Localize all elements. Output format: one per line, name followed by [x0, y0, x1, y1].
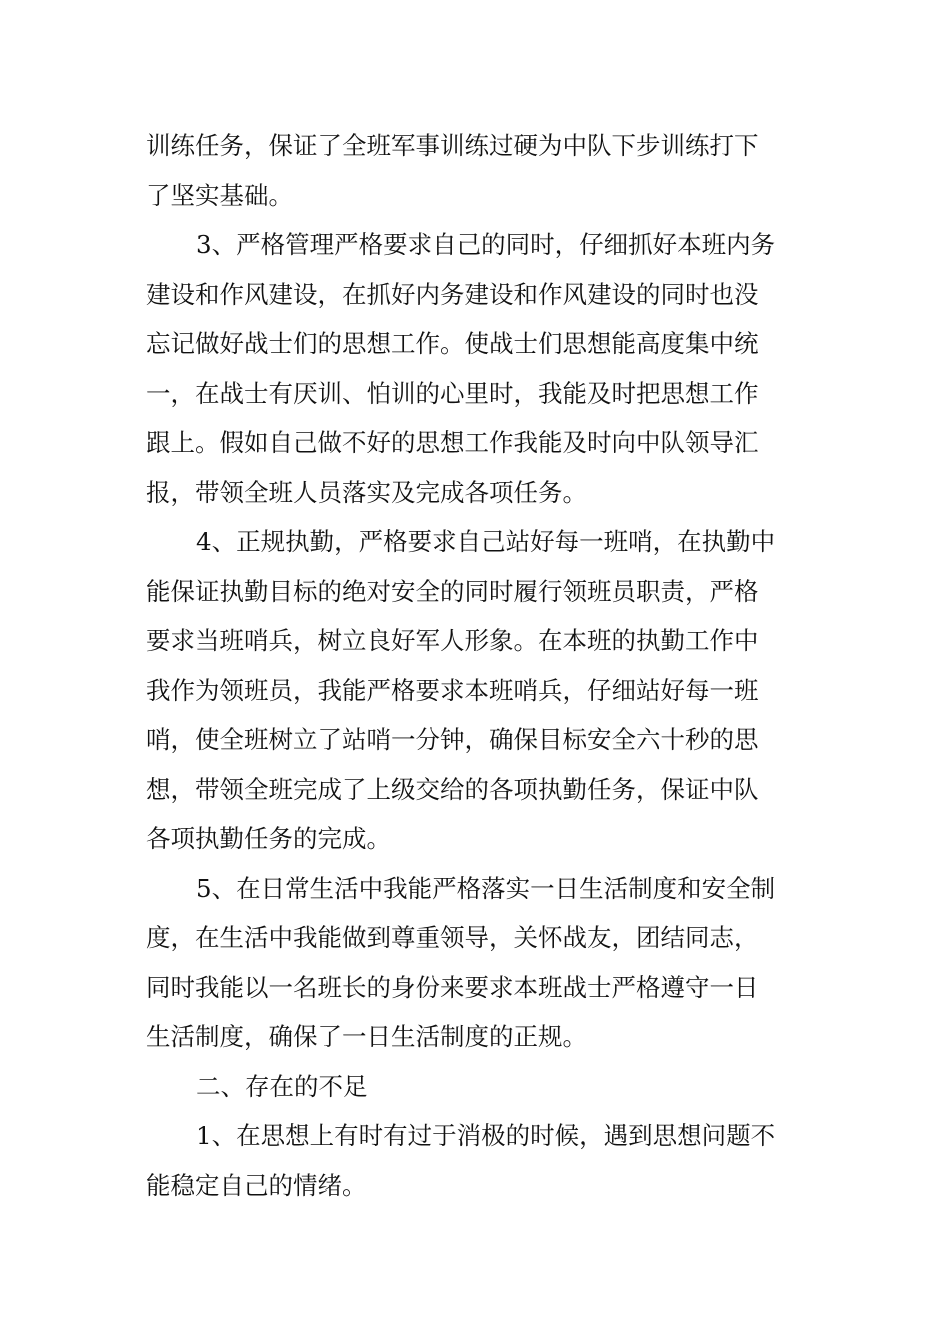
- text-line: 哨，使全班树立了站哨一分钟，确保目标安全六十秒的思: [146, 725, 759, 754]
- text-line: 能保证执勤目标的绝对安全的同时履行领班员职责，严格: [146, 576, 759, 606]
- text-line: 各项执勤任务的完成。: [146, 824, 391, 853]
- text-line: 一，在战士有厌训、怕训的心里时，我能及时把思想工作: [146, 378, 759, 408]
- section-heading: 二、存在的不足: [196, 1071, 368, 1101]
- paragraph-item-5-start: 5、在日常生活中我能严格落实一日生活制度和安全制: [196, 873, 776, 903]
- text-line: 建设和作风建设，在抓好内务建设和作风建设的同时也没: [146, 279, 759, 309]
- text-line: 生活制度，确保了一日生活制度的正规。: [146, 1022, 587, 1051]
- text-line: 忘记做好战士们的思想工作。使战士们思想能高度集中统: [146, 329, 759, 358]
- text-line: 要求当班哨兵，树立良好军人形象。在本班的执勤工作中: [146, 626, 759, 655]
- paragraph-item-4-start: 4、正规执勤，严格要求自己站好每一班哨，在执勤中: [196, 527, 776, 556]
- paragraph-item-1-start: 1、在思想上有时有过于消极的时候，遇到思想问题不: [196, 1121, 776, 1150]
- text-line: 跟上。假如自己做不好的思想工作我能及时向中队领导汇: [146, 428, 759, 457]
- text-line: 报，带领全班人员落实及完成各项任务。: [146, 477, 587, 507]
- text-line: 度，在生活中我能做到尊重领导，关怀战友，团结同志，: [146, 923, 759, 952]
- text-line: 想，带领全班完成了上级交给的各项执勤任务，保证中队: [146, 774, 759, 804]
- paragraph-item-3-start: 3、严格管理严格要求自己的同时，仔细抓好本班内务: [196, 230, 776, 259]
- text-line: 能稳定自己的情绪。: [146, 1170, 367, 1200]
- text-line: 我作为领班员，我能严格要求本班哨兵，仔细站好每一班: [146, 675, 759, 705]
- text-line: 训练任务，保证了全班军事训练过硬为中队下步训练打下: [146, 131, 759, 160]
- text-line: 同时我能以一名班长的身份来要求本班战士严格遵守一日: [146, 972, 759, 1002]
- document-body: [146, 121, 806, 1210]
- text-line: 了坚实基础。: [146, 180, 293, 210]
